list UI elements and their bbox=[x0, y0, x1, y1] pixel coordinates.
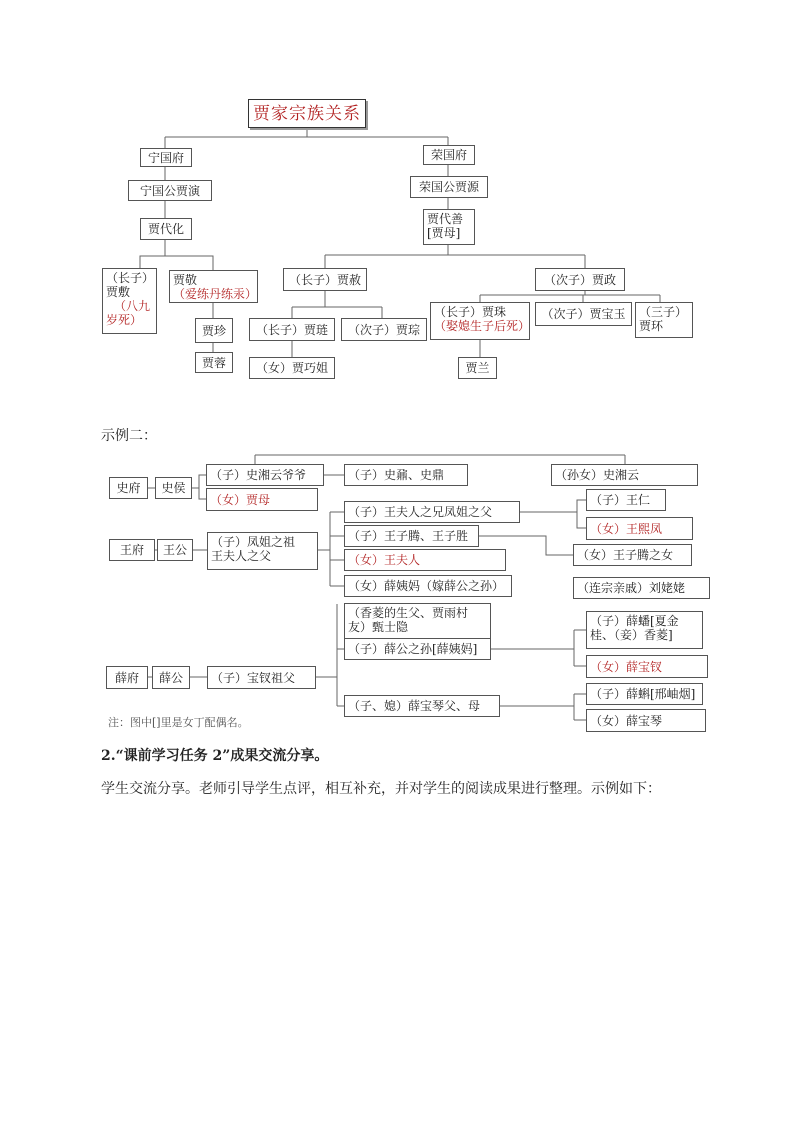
node-wang-fu: 王府 bbox=[109, 539, 155, 561]
node-ning-gong: 宁国公贾演 bbox=[128, 180, 212, 201]
node-xiangyun: （孙女）史湘云 bbox=[551, 464, 698, 486]
node-xue-grandson: （子）薛公之孙[薛姨妈] bbox=[344, 638, 491, 660]
node-fengjie-father: （子）王夫人之兄凤姐之父 bbox=[344, 501, 520, 523]
jia-jing-name: 贾敬 bbox=[173, 273, 198, 287]
node-shi-fu: 史府 bbox=[109, 477, 148, 499]
node-rong-gong: 荣国公贾源 bbox=[410, 176, 488, 198]
node-jia-jing bbox=[169, 270, 258, 303]
node-jia-lan: 贾兰 bbox=[458, 357, 497, 379]
node-ziteng-daughter: （女）王子腾之女 bbox=[573, 544, 692, 566]
node-shi-hou: 史侯 bbox=[155, 477, 192, 499]
jia-fu-note-1: （八九 bbox=[114, 299, 151, 313]
node-zhen-shiyin bbox=[344, 603, 491, 639]
node-liu-laolao: （连宗亲戚）刘姥姥 bbox=[573, 577, 710, 599]
node-xue-yima: （女）薛姨妈（嫁薛公之孙） bbox=[344, 575, 512, 597]
jia-huan-name: 贾环 bbox=[639, 319, 664, 333]
node-jia-huan bbox=[635, 302, 693, 338]
node-wang-ziteng: （子）王子腾、王子胜 bbox=[344, 525, 479, 547]
node-xue-baochai: （女）薛宝钗 bbox=[586, 655, 708, 678]
node-wang-ren: （子）王仁 bbox=[586, 489, 666, 511]
example-2-label: 示例二： bbox=[101, 428, 157, 444]
node-rongguofu: 荣国府 bbox=[423, 145, 475, 165]
fengjie-grandfather-line2: 王夫人之父 bbox=[211, 549, 272, 563]
zhen-shiyin-line2: 友）甄士隐 bbox=[348, 620, 409, 634]
diagram-note: 注：图中[]里是女丁配偶名。 bbox=[108, 716, 249, 729]
node-shi-nai-ding: （子）史鼐、史鼎 bbox=[344, 464, 468, 486]
node-wang-gong: 王公 bbox=[157, 539, 193, 561]
node-dai-shan bbox=[423, 209, 475, 245]
node-jia-cong: （次子）贾琮 bbox=[341, 318, 427, 341]
node-jia-fu bbox=[102, 268, 157, 334]
section-2-heading: 2.“课前学习任务 2”成果交流分享。 bbox=[101, 748, 329, 764]
node-jia-lian: （长子）贾琏 bbox=[249, 318, 335, 341]
jia-huan-rank: （三子） bbox=[639, 305, 688, 319]
xue-pan-line2: 桂、（妾）香菱] bbox=[590, 628, 673, 642]
node-dai-hua: 贾代化 bbox=[140, 218, 192, 240]
node-bao-yu: （次子）贾宝玉 bbox=[535, 302, 632, 326]
node-xue-fu: 薛府 bbox=[106, 666, 148, 689]
node-wang-xifeng: （女）王熙凤 bbox=[586, 517, 693, 540]
node-xue-ke: （子）薛蝌[邢岫烟] bbox=[586, 683, 703, 705]
xue-pan-line1: （子）薛蟠[夏金 bbox=[590, 614, 679, 628]
section-2-body: 学生交流分享。老师引导学生点评，相互补充，并对学生的阅读成果进行整理。示例如下： bbox=[101, 781, 661, 797]
jia-zhu-name: （长子）贾珠 bbox=[434, 305, 507, 319]
node-baoqin-parents: （子、媳）薛宝琴父、母 bbox=[344, 695, 500, 717]
jia-fu-rank: （长子） bbox=[106, 271, 155, 285]
node-jia-mu: （女）贾母 bbox=[206, 488, 318, 511]
jia-jing-note: （爱练丹练汞） bbox=[173, 287, 258, 301]
node-jia-she: （长子）贾赦 bbox=[283, 268, 367, 291]
node-jia-zheng: （次子）贾政 bbox=[535, 268, 625, 291]
node-jia-rong: 贾蓉 bbox=[195, 352, 233, 373]
node-wang-furen: （女）王夫人 bbox=[344, 549, 506, 571]
fengjie-grandfather-line1: （子）凤姐之祖 bbox=[211, 535, 296, 549]
zhen-shiyin-line1: （香菱的生父、贾雨村 bbox=[348, 606, 469, 620]
node-xue-pan bbox=[586, 611, 703, 649]
dai-shan-spouse: [贾母] bbox=[427, 226, 461, 240]
node-ningguofu: 宁国府 bbox=[140, 148, 192, 167]
dai-shan-name: 贾代善 bbox=[427, 212, 464, 226]
node-baochai-grandfather: （子）宝钗祖父 bbox=[207, 666, 316, 689]
jia-fu-note-2: 岁死） bbox=[106, 313, 143, 327]
node-jia-zhu bbox=[430, 302, 530, 340]
node-jia-zhen: 贾珍 bbox=[195, 318, 233, 343]
jia-zhu-note: （娶媳生子后死） bbox=[434, 319, 531, 333]
node-qiao-jie: （女）贾巧姐 bbox=[249, 357, 335, 379]
node-fengjie-grandfather bbox=[207, 532, 318, 570]
node-xiangyun-grandfather: （子）史湘云爷爷 bbox=[206, 464, 324, 486]
diagram-title: 贾家宗族关系 bbox=[248, 99, 366, 128]
jia-fu-name: 贾敷 bbox=[106, 285, 131, 299]
node-xue-gong: 薛公 bbox=[152, 666, 190, 689]
node-xue-baoqin: （女）薛宝琴 bbox=[586, 709, 706, 732]
